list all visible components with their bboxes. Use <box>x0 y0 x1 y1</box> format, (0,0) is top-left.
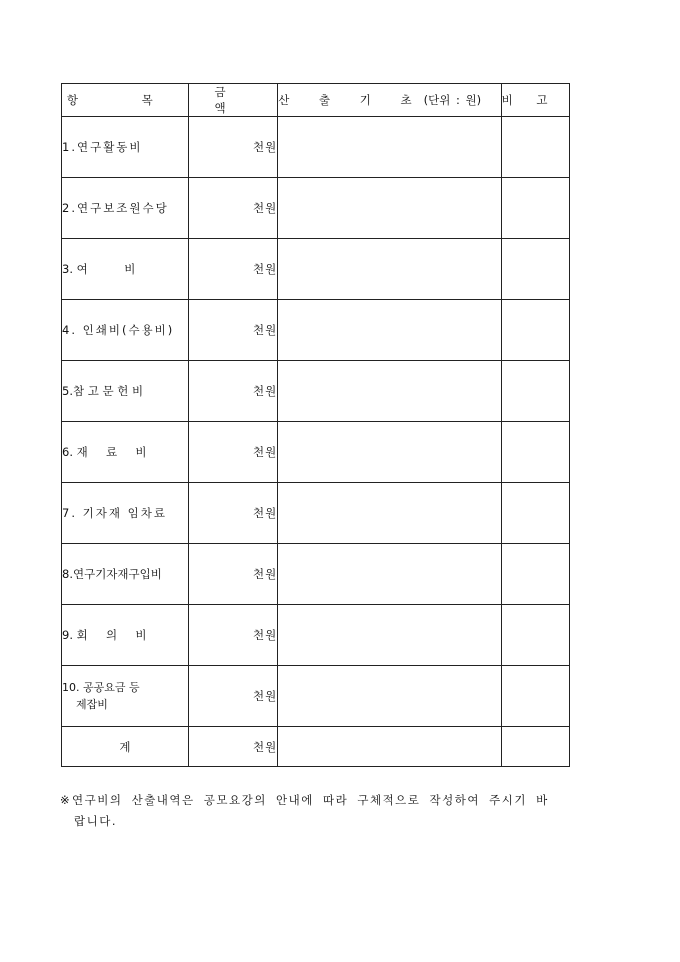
total-basis-cell[interactable] <box>278 727 501 767</box>
basis-cell[interactable] <box>278 544 501 605</box>
basis-cell[interactable] <box>278 483 501 544</box>
note-cell[interactable] <box>501 300 569 361</box>
amount-cell[interactable]: 천원 <box>188 666 278 727</box>
table-row <box>62 117 570 178</box>
basis-cell[interactable] <box>278 239 501 300</box>
total-row <box>62 727 570 767</box>
note-cell[interactable] <box>501 361 569 422</box>
amount-cell[interactable]: 천원 <box>188 422 278 483</box>
item-assistant-allowance: 2.연구보조원수당 <box>62 178 189 239</box>
footnote-line-2: 랍니다. <box>74 814 117 828</box>
header-item: 항 목 <box>62 84 189 117</box>
amount-cell[interactable]: 천원 <box>188 178 278 239</box>
item-research-activity: 1.연구활동비 <box>62 117 189 178</box>
basis-cell[interactable] <box>278 117 501 178</box>
table-row <box>62 422 570 483</box>
item-meetings: 9. 회 의 비 <box>62 605 189 666</box>
item-equipment-rental: 7. 기자재 임차료 <box>62 483 189 544</box>
note-cell[interactable] <box>501 117 569 178</box>
note-cell[interactable] <box>501 544 569 605</box>
note-cell[interactable] <box>501 666 569 727</box>
table-row <box>62 178 570 239</box>
amount-cell[interactable]: 천원 <box>188 483 278 544</box>
footnote <box>60 790 650 832</box>
item-travel: 3. 여 비 <box>62 239 189 300</box>
reference-mark-icon: ※ <box>60 793 72 807</box>
basis-cell[interactable] <box>278 666 501 727</box>
table-header-row <box>62 84 570 117</box>
amount-cell[interactable]: 천원 <box>188 605 278 666</box>
basis-cell[interactable] <box>278 361 501 422</box>
note-cell[interactable] <box>501 178 569 239</box>
item-materials: 6. 재 료 비 <box>62 422 189 483</box>
header-amount: 금 액 <box>188 84 278 117</box>
header-note: 비 고 <box>501 84 569 117</box>
amount-cell[interactable]: 천원 <box>188 239 278 300</box>
basis-cell[interactable] <box>278 605 501 666</box>
total-label: 계 <box>62 727 189 767</box>
note-cell[interactable] <box>501 483 569 544</box>
header-basis-unit: (단위 : 원) <box>423 93 482 107</box>
table-row <box>62 605 570 666</box>
note-cell[interactable] <box>501 239 569 300</box>
table-row <box>62 544 570 605</box>
total-note-cell[interactable] <box>501 727 569 767</box>
amount-cell[interactable]: 천원 <box>188 300 278 361</box>
amount-cell[interactable]: 천원 <box>188 544 278 605</box>
table-row <box>62 239 570 300</box>
total-amount-cell[interactable]: 천원 <box>188 727 278 767</box>
header-basis-label: 산 출 기 초 <box>278 93 424 107</box>
basis-cell[interactable] <box>278 422 501 483</box>
item-printing: 4. 인쇄비(수용비) <box>62 300 189 361</box>
note-cell[interactable] <box>501 605 569 666</box>
item-utilities-misc: 10. 공공요금 등 제잡비 <box>62 666 189 727</box>
table-row <box>62 666 570 727</box>
header-basis <box>278 84 501 117</box>
table-row <box>62 361 570 422</box>
footnote-line-1: 연구비의 산출내역은 공모요강의 안내에 따라 구체적으로 작성하여 주시기 바 <box>72 793 549 807</box>
budget-table <box>61 83 570 767</box>
basis-cell[interactable] <box>278 300 501 361</box>
item-references: 5.참 고 문 헌 비 <box>62 361 189 422</box>
table-row <box>62 483 570 544</box>
table-row <box>62 300 570 361</box>
amount-cell[interactable]: 천원 <box>188 117 278 178</box>
item-equipment-purchase: 8.연구기자재구입비 <box>62 544 189 605</box>
basis-cell[interactable] <box>278 178 501 239</box>
amount-cell[interactable]: 천원 <box>188 361 278 422</box>
note-cell[interactable] <box>501 422 569 483</box>
